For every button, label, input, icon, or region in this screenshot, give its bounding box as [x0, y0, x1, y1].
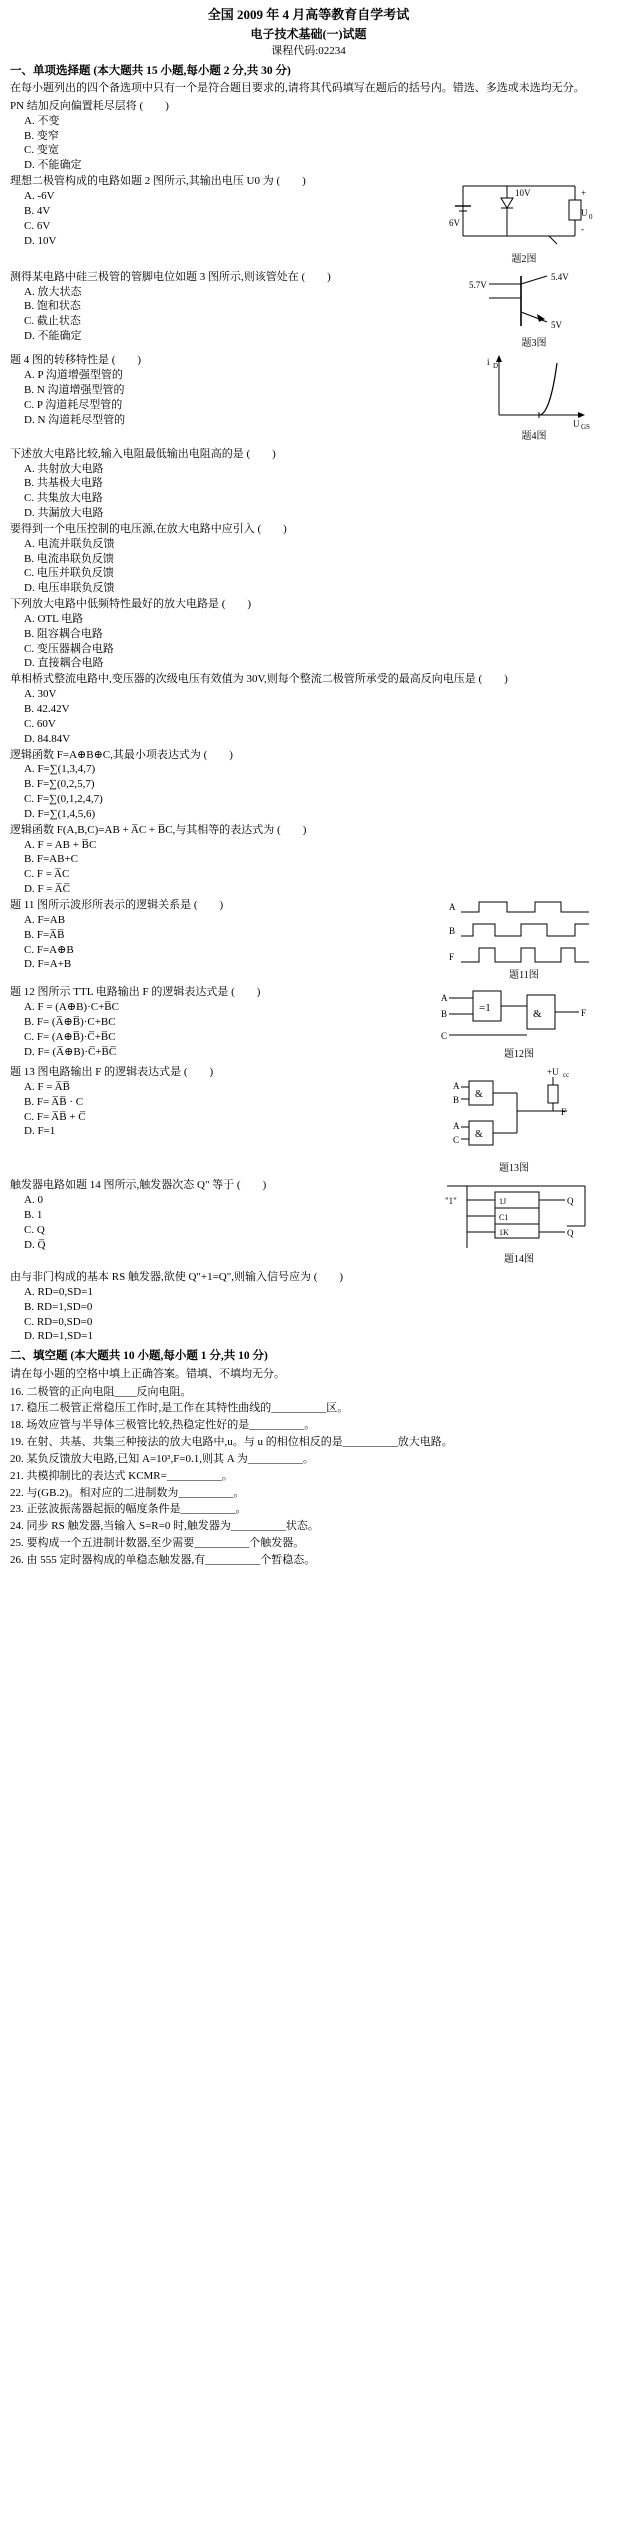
svg-text:i: i [487, 357, 490, 368]
option[interactable]: A. RD=0,SD=1 [24, 1285, 93, 1298]
figure-12 [439, 985, 599, 1062]
svg-text:U: U [581, 208, 588, 219]
option[interactable]: A. -6V [24, 190, 55, 202]
svg-text:F: F [581, 1008, 587, 1019]
svg-text:A: A [441, 993, 448, 1004]
figure-2 [449, 174, 599, 267]
figure-caption: 题14图 [504, 1254, 534, 1266]
figure-4 [469, 353, 599, 444]
figure-caption: 题12图 [504, 1049, 534, 1061]
question-text: 题 12 图所示 TTL 电路输出 F 的逻辑表达式是 ( ) [10, 986, 261, 999]
svg-text:-: - [581, 224, 584, 235]
fill-item: 18. 场效应管与半导体三极管比较,热稳定性好的是__________。 [10, 1419, 316, 1432]
svg-text:B: B [441, 1009, 448, 1020]
option[interactable]: C. 变宽 [24, 144, 59, 157]
section-2-note: 请在每小题的空格中填上正确答案。错填、不填均无分。 [10, 1367, 285, 1380]
question-4 [10, 353, 607, 443]
question-text: 下列放大电路中低频特性最好的放大电路是 ( ) [10, 598, 252, 611]
svg-text:6V: 6V [449, 218, 460, 229]
option[interactable]: B. RD=1,SD=0 [24, 1300, 93, 1313]
section-2-heading: 二、填空题 (本大题共 10 小题,每小题 1 分,共 10 分) [10, 1350, 268, 1363]
option[interactable]: A. 共射放大电路 [24, 462, 104, 475]
option[interactable]: A. P 沟道增强型管的 [24, 369, 123, 381]
svg-text:0: 0 [589, 213, 593, 222]
option[interactable]: C. F=∑(0,1,2,4,7) [24, 793, 103, 806]
question-text: 测得某电路中硅三极管的管脚电位如题 3 图所示,则该管处在 ( ) [10, 270, 331, 283]
question-6 [10, 522, 607, 596]
option[interactable]: C. F= A̅B̅ + C̅ [24, 1110, 86, 1123]
option[interactable]: B. 阻容耦合电路 [24, 627, 103, 640]
svg-text:Q: Q [567, 1196, 574, 1207]
question-text: 要得到一个电压控制的电压源,在放大电路中应引入 ( ) [10, 522, 287, 535]
svg-text:C1: C1 [499, 1213, 509, 1223]
option[interactable]: B. 变窄 [24, 129, 59, 142]
svg-text:D: D [493, 362, 499, 371]
question-8 [10, 672, 607, 746]
option[interactable]: D. F=1 [24, 1125, 56, 1138]
svg-text:B: B [453, 1094, 460, 1105]
option[interactable]: D. F=∑(1,4,5,6) [24, 807, 96, 820]
figure-11 [449, 898, 599, 983]
figure-14 [439, 1178, 599, 1267]
question-text: 题 13 图电路输出 F 的逻辑表达式是 ( ) [10, 1065, 214, 1078]
svg-text:F: F [449, 951, 455, 962]
option[interactable]: B. F=A̅B̅ [24, 928, 65, 941]
page-title: 全国 2009 年 4 月高等教育自学考试 [207, 7, 410, 22]
option[interactable]: B. 4V [24, 204, 51, 217]
option[interactable]: A. 电流并联负反馈 [24, 537, 115, 550]
question-text: 由与非门构成的基本 RS 触发器,欲使 Q"+1=Q",则输入信号应为 ( ) [10, 1270, 344, 1283]
question-15 [10, 1270, 607, 1344]
question-text: 理想二极管构成的电路如题 2 图所示,其输出电压 U0 为 ( ) [10, 175, 306, 188]
question-10 [10, 823, 607, 897]
option[interactable]: D. 共漏放大电路 [24, 507, 104, 520]
option[interactable]: D. F = A̅C̅ [24, 883, 70, 896]
svg-text:1J: 1J [499, 1197, 507, 1207]
svg-text:A: A [453, 1080, 460, 1091]
svg-text:+: + [581, 188, 587, 199]
fill-item: 20. 某负反馈放大电路,已知 A=10³,F=0.1,则其 A 为__________。 [10, 1452, 314, 1465]
option[interactable]: C. F=A⊕B [24, 943, 74, 956]
question-text: 题 11 图所示波形所表示的逻辑关系是 ( ) [10, 898, 224, 911]
question-1 [10, 99, 607, 173]
question-11 [10, 898, 607, 981]
question-2 [10, 174, 607, 266]
option[interactable]: A. F = (A⊕B)·C+B̅C [24, 1001, 119, 1014]
question-text: 题 4 图的转移特性是 ( ) [10, 354, 142, 367]
option[interactable]: A. F=AB [24, 913, 66, 926]
option[interactable]: D. 不能确定 [24, 330, 82, 343]
fill-item: 16. 二极管的正向电阻____反向电阻。 [10, 1385, 192, 1398]
svg-text:A: A [453, 1120, 460, 1131]
section-1-heading: 一、单项选择题 (本大题共 15 小题,每小题 2 分,共 30 分) [10, 64, 291, 77]
option[interactable]: B. 1 [24, 1209, 43, 1222]
svg-text:5.4V: 5.4V [551, 271, 569, 282]
question-12 [10, 985, 607, 1059]
fill-item: 26. 由 555 定时器构成的单稳态触发器,有__________个暂稳态。 [10, 1553, 316, 1566]
option[interactable]: C. 变压器耦合电路 [24, 642, 114, 655]
fill-item: 24. 同步 RS 触发器,当输入 S=R=0 时,触发器为__________状态。 [10, 1520, 319, 1533]
svg-text:+U: +U [547, 1066, 559, 1077]
svg-text:5.7V: 5.7V [469, 279, 487, 290]
option[interactable]: D. 直接耦合电路 [24, 657, 104, 670]
figure-caption: 题4图 [521, 431, 547, 443]
option[interactable]: B. 共基极大电路 [24, 477, 103, 490]
option[interactable]: D. RD=1,SD=1 [24, 1330, 93, 1343]
course-code: 课程代码:02234 [271, 44, 346, 57]
fill-item: 21. 共模抑制比的表达式 KCMR=__________。 [10, 1469, 233, 1482]
option[interactable]: A. OTL 电路 [24, 612, 84, 625]
page-header [10, 6, 607, 59]
option[interactable]: B. F=AB+C [24, 853, 78, 866]
question-text: PN 结加反向偏置耗尽层将 ( ) [10, 99, 169, 112]
figure-caption: 题13图 [499, 1162, 529, 1174]
svg-text:5V: 5V [551, 319, 562, 330]
question-text: 单相桥式整流电路中,变压器的次级电压有效值为 30V,则每个整流二极管所承受的最高反向电压是 ( ) [10, 673, 508, 686]
question-9 [10, 748, 607, 822]
option[interactable]: D. F= (A̅⊕B)·C̅+B̅C̅ [24, 1045, 117, 1058]
svg-text:B: B [449, 925, 456, 936]
figure-caption: 题3图 [521, 337, 547, 349]
option[interactable]: D. F=A+B [24, 958, 72, 971]
option[interactable]: B. F= A̅B̅ · C [24, 1095, 84, 1108]
fill-item: 19. 在射、共基、共集三种接法的放大电路中,u。与 u 的相位相反的是__________放大电路。 [10, 1436, 453, 1449]
svg-text:10V: 10V [515, 188, 531, 199]
svg-text:&: & [475, 1088, 483, 1100]
svg-text:&: & [533, 1008, 542, 1021]
option[interactable]: A. 0 [24, 1194, 43, 1207]
svg-text:C: C [453, 1134, 460, 1145]
question-text: 逻辑函数 F=A⊕B⊕C,其最小项表达式为 ( ) [10, 748, 233, 761]
figure-caption: 题11图 [509, 969, 539, 981]
option[interactable]: D. Q̅ [24, 1238, 46, 1251]
question-13 [10, 1065, 607, 1174]
option[interactable]: C. Q [24, 1224, 45, 1236]
question-5 [10, 447, 607, 521]
fill-item: 25. 要构成一个五进制计数器,至少需要__________个触发器。 [10, 1537, 305, 1550]
svg-text:Q: Q [567, 1228, 574, 1239]
option[interactable]: C. 共集放大电路 [24, 492, 103, 505]
option[interactable]: B. F= (A̅⊕B̅)·C+BC [24, 1016, 116, 1029]
svg-text:F: F [561, 1106, 567, 1117]
option[interactable]: B. 饱和状态 [24, 300, 81, 313]
option[interactable]: C. F = A̅C [24, 868, 70, 881]
option[interactable]: A. F = AB + B̅C [24, 838, 97, 851]
question-text: 触发器电路如题 14 图所示,触发器次态 Q" 等于 ( ) [10, 1179, 267, 1192]
svg-text:cc: cc [563, 1070, 570, 1079]
option[interactable]: A. F=∑(1,3,4,7) [24, 763, 96, 776]
svg-text:"1": "1" [445, 1196, 457, 1207]
option[interactable]: B. 电流串联负反馈 [24, 552, 114, 565]
question-text: 逻辑函数 F(A,B,C)=AB + A̅C + B̅C,与其相等的表达式为 ( ) [10, 823, 307, 836]
svg-text:GS: GS [581, 423, 590, 430]
section-1-note: 在每小题列出的四个备选项中只有一个是符合题目要求的,请将其代码填写在题后的括号内。错选、多选或未选均无分。 [10, 82, 585, 95]
option[interactable]: B. N 沟道增强型管的 [24, 383, 125, 396]
option[interactable]: C. 电压并联负反馈 [24, 567, 114, 580]
fill-item: 17. 稳压二极管正常稳压工作时,是工作在其特性曲线的__________区。 [10, 1402, 349, 1415]
option[interactable]: C. P 沟道耗尽型管的 [24, 398, 123, 411]
option[interactable]: A. 30V [24, 688, 57, 701]
option[interactable]: D. 84.84V [24, 732, 71, 745]
option[interactable]: D. N 沟道耗尽型管的 [24, 413, 126, 426]
option[interactable]: B. 42.42V [24, 703, 70, 715]
svg-text:=1: =1 [479, 1002, 491, 1015]
option[interactable]: D. 不能确定 [24, 159, 82, 172]
option[interactable]: B. F=∑(0,2,5,7) [24, 778, 95, 791]
question-text: 下述放大电路比较,输入电阻最低输出电阻高的是 ( ) [10, 447, 276, 460]
option[interactable]: C. 6V [24, 219, 51, 232]
option[interactable]: C. 60V [24, 717, 56, 730]
figure-13 [429, 1065, 599, 1176]
option[interactable]: D. 电压串联负反馈 [24, 582, 115, 595]
option[interactable]: C. RD=0,SD=0 [24, 1315, 93, 1328]
figure-caption: 题2图 [511, 254, 537, 266]
question-14 [10, 1178, 607, 1266]
fill-item: 22. 与(GB.2)。相对应的二进制数为__________。 [10, 1486, 245, 1499]
question-3 [10, 270, 607, 349]
svg-text:&: & [475, 1128, 483, 1140]
option[interactable]: D. 10V [24, 234, 57, 247]
svg-text:C: C [441, 1031, 448, 1042]
option[interactable]: A. 放大状态 [24, 285, 82, 298]
option[interactable]: A. 不变 [24, 114, 60, 127]
page-subtitle: 电子技术基础(一)试题 [250, 26, 367, 41]
svg-text:1K: 1K [499, 1228, 509, 1238]
option[interactable]: A. F = A̅B̅ [24, 1080, 70, 1093]
question-7 [10, 597, 607, 671]
svg-text:U: U [573, 419, 580, 430]
option[interactable]: C. F= (A⊕B̅)·C̅+B̅C [24, 1031, 116, 1043]
figure-3 [469, 270, 599, 351]
fill-item: 23. 正弦波振荡器起振的幅度条件是__________。 [10, 1503, 247, 1516]
option[interactable]: C. 截止状态 [24, 315, 81, 328]
svg-text:A: A [449, 901, 456, 912]
